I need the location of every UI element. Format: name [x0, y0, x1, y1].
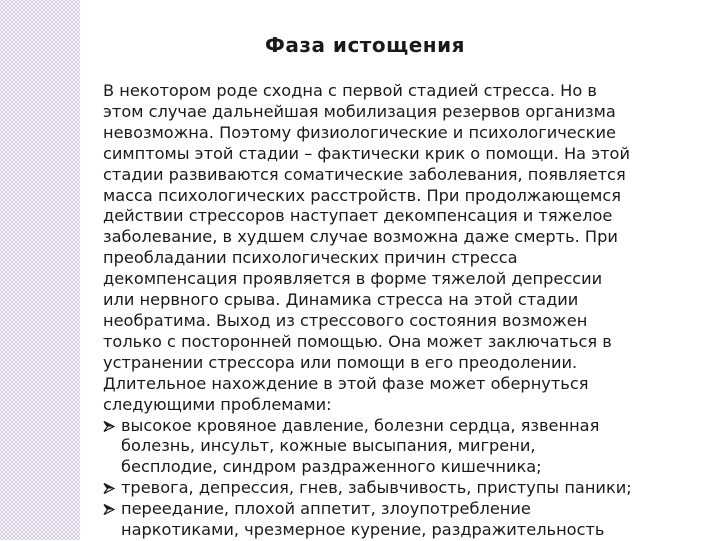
paragraph-line: действии стрессоров наступает декомпенсация и тяжелое [103, 206, 613, 226]
paragraph-line: преобладании психологических причин стресса [103, 248, 518, 268]
body-paragraph [103, 81, 703, 416]
arrowhead-bullet-icon [103, 504, 115, 515]
paragraph-line: необратима. Выход из стрессового состояния возможен [103, 310, 588, 330]
paragraph-line: этом случае дальнейшая мобилизация резервов организма [103, 101, 616, 121]
paragraph-line: В некотором роде сходна с первой стадией стресса. Но в [103, 81, 597, 100]
paragraph-line: декомпенсация проявляется в форме тяжелой депрессии [103, 269, 603, 289]
list-item-line: высокое кровяное давление, болезни сердца, язвенная [121, 415, 600, 435]
list-item-line: тревога, депрессия, гнев, забывчивость, приступы паники; [121, 478, 632, 498]
paragraph-line: следующими проблемами: [103, 394, 332, 414]
list-item [103, 416, 703, 479]
paragraph-line: масса психологических расстройств. При продолжающемся [103, 185, 621, 205]
paragraph-line: стадии развиваются соматические заболевания, появляется [103, 164, 626, 184]
page-title: Фаза истощения [265, 33, 465, 57]
problem-list [103, 416, 703, 541]
list-item [103, 478, 703, 499]
list-item-line: болезнь, инсульт, кожные высыпания, мигрени, [121, 436, 536, 456]
paragraph-line: Длительное нахождение в этой фазе может обернуться [103, 373, 589, 393]
paragraph-line: только с посторонней помощью. Она может заключаться в [103, 331, 612, 351]
slide-content [103, 81, 703, 541]
arrowhead-bullet-icon [103, 483, 115, 494]
list-item-line: переедание, плохой аппетит, злоупотребление [121, 499, 531, 519]
list-item [103, 499, 703, 541]
list-item-line: бесплодие, синдром раздраженного кишечника; [121, 457, 542, 477]
arrowhead-bullet-icon [103, 421, 115, 432]
list-item-line: наркотиками, чрезмерное курение, раздражительность [121, 520, 605, 540]
paragraph-line: заболевание, в худшем случае возможна даже смерть. При [103, 227, 618, 247]
decorative-side-strip [0, 0, 80, 540]
paragraph-line: симптомы этой стадии – фактически крик о помощи. На этой [103, 143, 630, 163]
paragraph-line: устранении стрессора или помощи в его преодолении. [103, 352, 578, 372]
paragraph-line: или нервного срыва. Динамика стресса на этой стадии [103, 290, 579, 310]
paragraph-line: невозможна. Поэтому физиологические и психологические [103, 122, 616, 142]
